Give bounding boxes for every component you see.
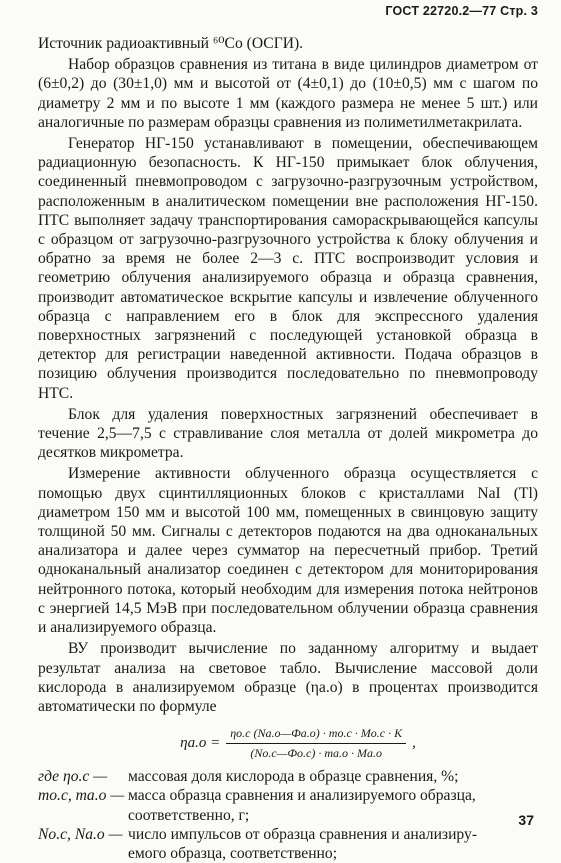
paragraph-cleaning-block: Блок для удаления поверхностных загрязнений обеспечивает в течение 2,5—7,5 с стравливание слоя металла от долей микрометра до десятков микрометра. (38, 405, 538, 462)
formula-lhs: ηа.о = (180, 735, 221, 752)
formula-denominator: (Nо.с—Фо.с) · mа.о · Mа.о (250, 746, 382, 761)
paragraph-measurement: Измерение активности облученного образца осуществляется с помощью двух сцинтилляционных блоков с кристаллами NaI (Tl) диаметром 150 мм и высотой 100 мм, помещенных в свинцовую защиту толщиной 50 мм. Сигналы с детекторов подаются на два одноканальных анализатора и далее через сумматор на пересчетный прибор. Третий одноканальный анализатор соединен с детектором для мониторирования нейтронного потока, который необходим для измерения потока нейтронов с энергией 14,5 МэВ при последовательном облучении образца сравнения и анализируемого образца. (38, 465, 538, 637)
formula-trail: , (412, 735, 416, 752)
definition-row (38, 825, 538, 844)
formula-fraction (226, 726, 406, 761)
definition-row (38, 786, 538, 805)
definition-continuation: емого образца, соответственно; (128, 844, 338, 862)
definition-term: где ηо.с — (38, 768, 108, 786)
oxygen-fraction-formula (58, 726, 538, 761)
definition-desc: число импульсов от образца сравнения и анализиру- (128, 825, 478, 843)
formula-numerator: ηо.с (Nа.о—Фа.о) · mо.с · Mо.с · K (226, 726, 406, 744)
definition-row (38, 767, 538, 786)
paragraph-samples: Набор образцов сравнения из титана в виде цилиндров диаметром от (6±0,2) до (30±1,0) мм и высотой от (4±0,1) до (10±0,5) мм с шагом по диаметру 2 мм и по высоте 1 мм (каждого размера не менее 5 шт.) или аналогичные по размерам образцы сравнения из полиметилметакрилата. (38, 56, 538, 131)
page-body (38, 34, 538, 863)
page-header: ГОСТ 22720.2—77 Стр. 3 (385, 4, 538, 18)
definition-desc: массовая доля кислорода в образце сравнения, %; (128, 768, 459, 786)
document-page (38, 0, 538, 862)
definition-desc: масса образца сравнения и анализируемого образца, (128, 787, 476, 805)
paragraph-computation: ВУ производит вычисление по заданному алгоритму и выдает результат анализа на световое табло. Вычисление массовой доли кислорода в анализируемом образце (ηа.о) в процентах производится автоматически по формуле (38, 640, 538, 715)
definition-term: Nо.с, Nа.о — (38, 825, 123, 843)
definition-list (38, 767, 538, 863)
page-number: 37 (518, 812, 534, 828)
definition-continuation: соответственно, г; (128, 806, 250, 824)
definition-term: mо.с, mа.о — (38, 787, 125, 805)
paragraph-source: Источник радиоактивный ⁶⁰Co (ОСГИ). (38, 35, 304, 52)
paragraph-generator: Генератор НГ-150 устанавливают в помещении, обеспечивающем радиационную безопасность. К НГ-150 примыкает блок облучения, соединенный пневмопроводом с загрузочно-разгрузочным устройством, расположенным в аналитическом помещении вне расположения НГ-150. ПТС выполняет задачу транспортирования самораскрывающейся капсулы с образцом от загрузочно-разгрузочного устройства к блоку облучения и обратно за время не более 2—3 с. ПТС воспроизводит условия и геометрию облучения анализируемого образца и образца сравнения, производит автоматическое вскрытие капсулы и извлечение облученного образца с направлением его в блок для экспрессного удаления поверхностных загрязнений с последующей установкой образца в детектор для регистрации наведенной активности. Подача образцов в позицию облучения производится последовательно по пневмопроводу НТС. (38, 135, 538, 402)
